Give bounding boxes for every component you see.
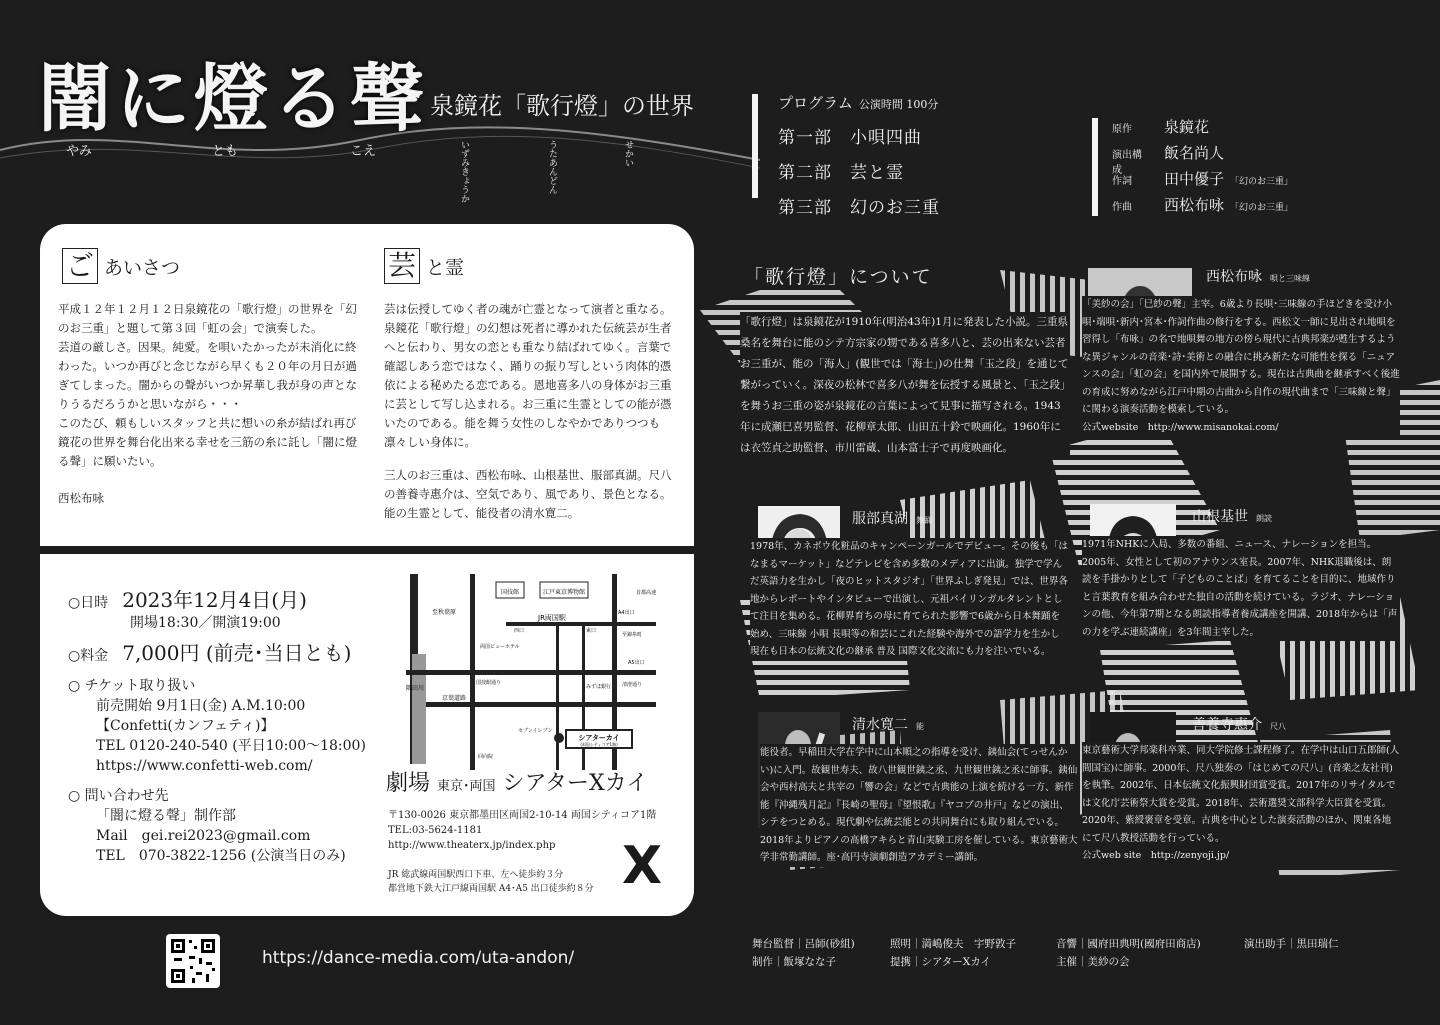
map-label-akihabara: 至秋葉原: [432, 609, 457, 616]
credit-name: 田中優子: [1164, 170, 1225, 188]
ruby-sekai: せかい: [623, 140, 633, 167]
map-label-museum: 江戸東京博物館: [542, 589, 586, 596]
credits-bar: [1092, 118, 1098, 216]
map-label-view-hotel: 両国ビューホテル: [480, 644, 520, 650]
access-map: [406, 574, 656, 770]
contact-email[interactable]: Mail gei.rei2023@gmail.com: [96, 828, 311, 844]
greeting-body: [58, 300, 358, 508]
program-part-3: 第三部 幻のお三重: [778, 198, 940, 218]
theatre-tel: TEL:03-5624-1181: [388, 825, 483, 836]
map-label-expressway: 首都高速: [636, 590, 656, 596]
bio-role: 能: [916, 722, 924, 731]
ruby-tomo: とも: [212, 144, 239, 159]
bio-site-link[interactable]: 公式website http://www.misanokai.com/: [1082, 421, 1279, 433]
credit-role: 原作: [1112, 124, 1132, 135]
greeting-signature: 西松布咏: [58, 491, 104, 505]
map-label-kokugikan: 国技館: [500, 589, 520, 596]
staff-item: 制作｜飯塚なな子: [752, 956, 836, 968]
theatre-place: 東京･両国: [437, 779, 496, 794]
ticket-line: 前売開始 9月1日(金) A.M.10:00: [96, 698, 306, 714]
credit-name: 西松布咏: [1164, 196, 1225, 214]
greeting-heading-text: あいさつ: [104, 256, 181, 279]
map-label-city-core: (両国シティコア1階): [580, 742, 618, 747]
map-label-keiyo-road: 京葉道路: [442, 695, 467, 702]
main-title: 闇に燈る聲: [38, 56, 428, 142]
bio-name: 服部真湖: [852, 511, 908, 527]
bio-text-shimizu: 能役者。早稲田大学在学中に山本順之の指導を受け、銕仙会(てっせんかい)に入門。故観世寿夫、故八世観世銕之丞、九世観世銕之丞に師事。銕仙会や西村高夫と共宰の「響の会」などで古典能の上演を続ける一方、新作能『沖縄残月記』『長崎の聖母』『望恨歌』『ヤコブの井戸』などの演出、シテをつとめる。現代劇や伝統芸能との共同舞台にも取り組んでいる。2018年よりピアノの高橋アキらと青山実験工房を催している。東京藝術大学非常勤講師。座･高円寺演劇創造アカデミー講師。: [760, 744, 1078, 867]
art-box-char: 芸: [384, 248, 420, 284]
bio-role: 唄と三味線: [1270, 274, 1310, 283]
event-price: 7,000円 (前売･当日とも): [122, 641, 352, 665]
program-duration: 公演時間 100分: [858, 98, 939, 111]
qr-code[interactable]: [166, 934, 220, 988]
theatre-access: [388, 868, 594, 896]
ruby-izumi: いずみきょうか: [459, 140, 469, 203]
map-label-kinshicho: 至錦糸町: [622, 632, 643, 638]
bio-text-zenyoji: [1082, 742, 1400, 865]
theatre-heading: [386, 766, 648, 797]
bio-name: 善養寺惠介: [1192, 717, 1262, 733]
map-label-east-exit: 東口: [586, 628, 597, 634]
map-label-seven-eleven: セブンイレブン: [518, 728, 553, 734]
ticket-url-link[interactable]: https://www.confetti-web.com/: [96, 758, 313, 774]
credit-note: 「幻のお三重」: [1230, 203, 1294, 213]
bio-role: 舞踊: [916, 516, 932, 525]
map-label-west-exit: 西口: [514, 628, 525, 634]
art-paragraph: 芸は伝授してゆく者の魂が亡霊となって演者と重なる。泉鏡花「歌行燈」の幻想は死者に導かれた伝統芸が生者へと伝わり、男女の恋とも重なり結ばれてゆく。言葉で確認しあう恋ではなく、踊りの振り写しという肉体的憑依による秘めたる恋である。恩地喜多八の身体がお三重に芸として写し込まれる。お三重に生霊としての能が憑いたのである。能を舞う女性のしなやかでありつつも凛々しい身体に。: [384, 302, 672, 449]
ruby-utaandon: うたあんどん: [547, 140, 557, 194]
greeting-paragraph: このたび、頼もしいスタッフと共に想いの糸が結ばれ再び鏡花の世界を舞台化出来る幸せを三筋の糸に託し「闇に燈る聲」に願いたい。: [58, 416, 357, 468]
contact-line: 「闇に燈る聲」制作部: [96, 808, 236, 824]
staff-item: 演出助手｜黒田瑞仁: [1244, 938, 1339, 950]
theatre-name: シアターXカイ: [502, 771, 648, 796]
art-heading-text: と霊: [426, 256, 465, 279]
ruby-yami: やみ: [66, 144, 93, 159]
map-label-ekoin: 回向院: [478, 754, 494, 760]
staff-item: 照明｜満嶋俊夫 宇野敦子: [890, 938, 1016, 950]
address-line: 〒130-0026 東京都墨田区両国2-10-14 両国シティコア1階: [388, 810, 657, 821]
staff-item: 提携｜シアターXカイ: [890, 956, 991, 968]
about-text: 「歌行燈」は泉鏡花が1910年(明治43年)1月に発表した小説。三重県桑名を舞台に能のシテ方宗家の甥である喜多八と、芸の出来ない芸者お三重が、能の「海人」(観世では「海士」)の仕舞「玉之段」を通じて繋がっていく。深夜の松林で喜多八が舞を伝授する風景と、「玉之段」を舞うお三重の姿が泉鏡花の言葉によって見事に描写される。1943年に成瀬巳喜男監督、花柳章太郎、山田五十鈴で映画化。1960年には衣笠貞之助監督、市川雷蔵、山本富士子で再度映画化。: [740, 312, 1070, 459]
bio-name-nishimatsu: [1206, 266, 1310, 286]
program-bar: [752, 94, 758, 198]
bio-site-link[interactable]: 公式web site http://zenyoji.jp/: [1082, 850, 1230, 861]
theatre-label: 劇場: [386, 771, 431, 796]
contact-phone: TEL 070-3822-1256 (公演当日のみ): [96, 848, 346, 864]
event-time: 開場18:30／開演19:00: [130, 615, 281, 631]
program-part-2: 第二部 芸と霊: [778, 163, 904, 183]
date-label: ○日時: [68, 595, 109, 611]
bio-role: 尺八: [1270, 722, 1286, 731]
bio-name: 山根基世: [1192, 509, 1248, 525]
panel-divider: [40, 546, 694, 554]
credit-role: 作詞: [1112, 176, 1132, 187]
credit-role: 演出構成: [1112, 150, 1142, 176]
bio-text-hattori: 1978年、カネボウ化粧品のキャンペーンガールでデビュー。その後も「はなまるマーケット」などテレビを含め多数のメディアに出演。独学で学んだ英語力を生かし「夜のヒットスタジオ」「世界ふしぎ発見」では、世界各地からレポートやインタビューで出演し、元祖バイリンガルタレントとして注目を集める。花柳界育ちの母に育てられた影響で6歳から日本舞踊を始め、三味線 小唄 長唄等の和芸にこれた経験や海外での語学力を生かし現在も日本の伝統文化の継承 普及 国際文化交流にも力を注いでいる。: [750, 538, 1068, 661]
staff-row-2: [752, 954, 1130, 969]
staff-row-1: [752, 936, 1339, 951]
program-block: [778, 92, 940, 218]
program-heading: プログラム: [778, 94, 853, 112]
credit-name: 泉鏡花: [1164, 118, 1210, 136]
event-info: [68, 590, 366, 866]
bio-role: 朗読: [1256, 514, 1272, 523]
bio-name-yamane: [1192, 506, 1272, 526]
bio-text-nishimatsu: [1082, 296, 1400, 436]
bio-text: 東京藝術大学邦楽科卒業、同大学院修士課程修了。在学中は山口五郎師(人間国宝)に師事。2000年、尺八独奏の「はじめての尺八」(音楽之友社刊)を執筆。2002年、日本伝統文化振興財団賞受賞。2017年のリサイタルでは文化庁芸術祭大賞を受賞。2018年、芸術選奨文部科学大臣賞を受賞。2020年、紫綬褒章を受章。古典を中心とした演奏活動のほか、関東各地にて尺八教授活動を行っている。: [1082, 745, 1400, 844]
access-line: JR 総武線両国駅西口下車、左へ徒歩約３分: [388, 870, 564, 880]
about-heading: 「歌行燈」について: [740, 262, 937, 289]
art-paragraph: 三人のお三重は、西松布咏、山根基世、服部真湖。尺八の善養寺惠介は、空気であり、風であり、景色となる。能の生霊として、能役者の清水寛二。: [384, 468, 672, 520]
subtitle: 泉鏡花「歌行燈」の世界: [430, 92, 694, 120]
staff-item: 主催｜美紗の会: [1056, 956, 1130, 968]
art-body: [384, 300, 678, 523]
contact-label: ○ 問い合わせ先: [68, 788, 169, 804]
art-heading: [384, 248, 464, 284]
theatre-address: [388, 808, 656, 853]
bio-name-shimizu: [852, 714, 924, 734]
greeting-box-char: ご: [62, 248, 98, 284]
credits-block: [1112, 116, 1293, 220]
event-date: 2023年12月4日(月): [122, 588, 307, 612]
credit-role: 作曲: [1112, 202, 1132, 213]
map-label-kiyosumi: 清澄通り: [622, 682, 643, 688]
credit-name: 飯名尚人: [1164, 144, 1225, 162]
map-label-mizuho: みずほ銀行: [586, 684, 612, 690]
bio-name-zenyoji: [1192, 714, 1286, 734]
bio-name: 清水寛二: [852, 717, 908, 733]
ruby-koe: こえ: [350, 144, 377, 159]
theatre-url-link[interactable]: http://www.theaterx.jp/index.php: [388, 840, 556, 851]
program-part-1: 第一部 小唄四曲: [778, 128, 922, 148]
map-label-a5: A5出口: [628, 660, 645, 666]
bio-text: 「美紗の会」「巳紗の聲」主宰。6歳より長唄･三味線の手ほどきを受け小唄･端唄･新内･宮本･作詞作曲の修行をする。西松文一師に見出され地唄を習得し「布咏」の名で地唄舞の地方の傍ら現代に古典邦楽が甦生するような異ジャンルの音楽･詩･美術との融合に挑み新たな可能性を探る「ニュアンスの会」「虹の会」を国内外で展開する。現在は古典曲を継承すべく後進の育成に努めながら江戸中期の古曲から自作の現代曲まで「三味線と聲」に関わる演奏活動を模索している。: [1082, 299, 1400, 415]
ticket-phone: TEL 0120-240-540 (平日10:00〜18:00): [96, 738, 366, 754]
info-panel: [40, 224, 694, 916]
bio-text-yamane: 1971年NHKに入局、多数の番組、ニュース、ナレーションを担当。2005年、女性として初のアナウンス室長。2007年、NHK退職後は、朗読を手掛かりとして「子どものことば」を育てることを目的に、地域作りと言葉教育を組み合わせた独自の活動を続けている。ラジオ、ナレーションの他、今年第7期となる朗読指導者養成講座を開講、2018年からは「声の力を学ぶ連続講座」を3年間主宰した。: [1082, 536, 1400, 641]
credit-note: 「幻のお三重」: [1230, 177, 1294, 187]
greeting-paragraph: 平成１２年１２月１２日泉鏡花の「歌行燈」の世界を「幻のお三重」と題して第３回「虹の会」で演奏した。: [58, 302, 357, 335]
access-line: 都営地下鉄大江戸線両国駅 A4･A5 出口徒歩約８分: [388, 884, 594, 894]
greeting-heading: [62, 248, 180, 284]
map-label-sumida-river: 隅田川: [406, 685, 425, 692]
ticket-label: ○ チケット取り扱い: [68, 678, 196, 694]
bio-name-hattori: [852, 508, 932, 528]
map-label-a4: A4出口: [618, 610, 635, 616]
staff-item: 舞台監督｜呂師(砂組): [752, 938, 855, 950]
price-label: ○料金: [68, 648, 109, 664]
staff-item: 音響｜國府田典明(國府田商店): [1056, 938, 1201, 950]
bio-name: 西松布咏: [1206, 269, 1262, 285]
map-label-kokugikan-dori: 国技館通り: [476, 680, 502, 686]
ticket-line: 【Confetti(カンフェティ)】: [96, 718, 275, 734]
theatre-x-logo: X: [621, 836, 663, 896]
greeting-paragraph: 芸道の厳しさ。因果。純愛。を唄いたかったが未消化に終わった。いつか再びと念じながら早くも２０年の月日が過ぎてしまった。闇からの聲がいつか昇華し我が身の声となりうるだろうかと思いながら・・・: [58, 340, 357, 411]
footer-url-link[interactable]: https://dance-media.com/uta-andon/: [262, 948, 575, 968]
map-label-jr-station: JR両国駅: [538, 614, 566, 622]
map-label-theatre: シアターカイ: [578, 734, 620, 742]
